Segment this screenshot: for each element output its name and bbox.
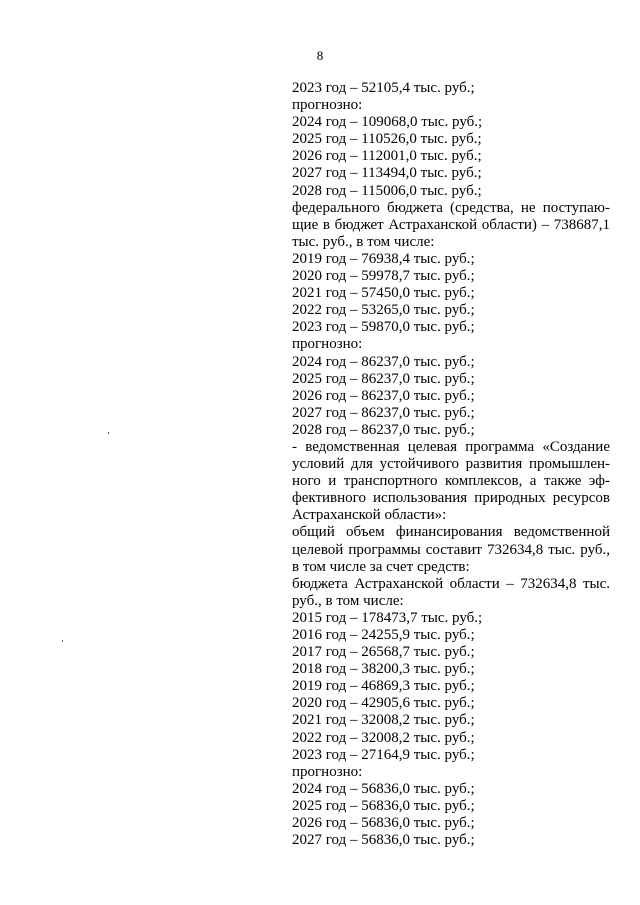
text-line: 2024 год – 86237,0 тыс. руб.; <box>292 353 475 370</box>
text-line: 2026 год – 86237,0 тыс. руб.; <box>292 387 475 404</box>
scan-speck <box>108 432 109 434</box>
program-paragraph <box>292 439 610 524</box>
text-line: 2026 год – 112001,0 тыс. руб.; <box>292 148 482 165</box>
text-line: 2023 год – 27164,9 тыс. руб.; <box>292 746 475 763</box>
text-line: 2015 год – 178473,7 тыс. руб.; <box>292 609 483 626</box>
text-line: 2019 год – 76938,4 тыс. руб.; <box>292 250 475 267</box>
text-line: 2022 год – 53265,0 тыс. руб.; <box>292 302 475 319</box>
text-line: прогнозно: <box>292 763 363 780</box>
text-line: 2023 год – 52105,4 тыс. руб.; <box>292 80 475 96</box>
text-line: тыс. руб., в том числе: <box>292 233 435 250</box>
text-line: целевой программы составит 732634,8 тыс. руб., <box>292 541 610 558</box>
text-line: Астраханской области»: <box>292 507 447 524</box>
text-line: 2022 год – 32008,2 тыс. руб.; <box>292 729 475 746</box>
text-line: 2025 год – 86237,0 тыс. руб.; <box>292 370 475 387</box>
text-line: прогнозно: <box>292 336 363 353</box>
text-line: 2027 год – 56836,0 тыс. руб.; <box>292 832 475 849</box>
text-line: условий для устойчивого развития промышлен- <box>292 456 610 473</box>
scan-speck <box>62 640 63 642</box>
section-regional-years <box>292 610 610 849</box>
text-line: 2019 год – 46869,3 тыс. руб.; <box>292 678 475 695</box>
text-line: общий объем финансирования ведомственной <box>292 524 610 541</box>
text-line: 2020 год – 59978,7 тыс. руб.; <box>292 268 475 285</box>
text-line: ного и транспортного комплексов, а также эф- <box>292 473 610 490</box>
page-number: 8 <box>316 48 324 63</box>
federal-budget-paragraph <box>292 200 610 251</box>
text-line: фективного использования природных ресурсов <box>292 490 610 507</box>
text-line: прогнозно: <box>292 97 363 114</box>
text-line: в том числе за счет средств: <box>292 558 470 575</box>
text-line: 2028 год – 86237,0 тыс. руб.; <box>292 421 475 438</box>
text-line: 2026 год – 56836,0 тыс. руб.; <box>292 815 475 832</box>
text-line: 2027 год – 113494,0 тыс. руб.; <box>292 165 482 182</box>
text-line: 2024 год – 56836,0 тыс. руб.; <box>292 780 475 797</box>
text-line: 2027 год – 86237,0 тыс. руб.; <box>292 404 475 421</box>
text-line: 2018 год – 38200,3 тыс. руб.; <box>292 661 475 678</box>
text-line: 2021 год – 57450,0 тыс. руб.; <box>292 285 475 302</box>
text-line: бюджета Астраханской области – 732634,8 тыс. <box>292 575 610 592</box>
section-top-years <box>292 80 610 200</box>
text-line: руб., в том числе: <box>292 592 404 609</box>
financing-paragraph <box>292 524 610 575</box>
text-line: 2024 год – 109068,0 тыс. руб.; <box>292 114 483 131</box>
text-line: 2028 год – 115006,0 тыс. руб.; <box>292 182 482 199</box>
text-line: 2020 год – 42905,6 тыс. руб.; <box>292 695 475 712</box>
text-line: щие в бюджет Астраханской области) – 738687,1 <box>292 216 610 233</box>
text-line: 2016 год – 24255,9 тыс. руб.; <box>292 627 475 643</box>
section-federal-years <box>292 251 610 439</box>
text-line: 2017 год – 26568,7 тыс. руб.; <box>292 644 475 661</box>
text-line: 2025 год – 110526,0 тыс. руб.; <box>292 131 482 148</box>
document-body <box>292 80 610 849</box>
text-line: 2025 год – 56836,0 тыс. руб.; <box>292 797 475 814</box>
regional-budget-paragraph <box>292 576 610 610</box>
text-line: федерального бюджета (средства, не поступаю- <box>292 199 610 216</box>
text-line: - ведомственная целевая программа «Создание <box>292 438 610 455</box>
text-line: 2021 год – 32008,2 тыс. руб.; <box>292 712 475 729</box>
text-line: 2023 год – 59870,0 тыс. руб.; <box>292 319 475 336</box>
